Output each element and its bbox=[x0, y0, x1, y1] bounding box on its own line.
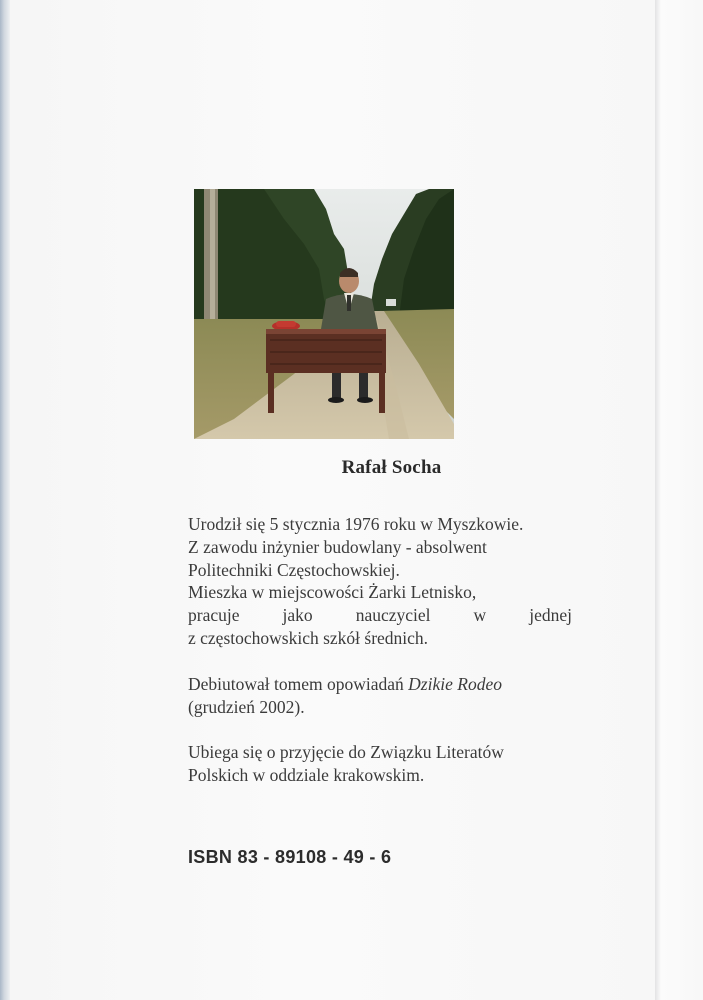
cover-left-edge bbox=[0, 0, 10, 1000]
cover-right-edge bbox=[655, 0, 703, 1000]
bio-line: Politechniki Częstochowskiej. bbox=[188, 559, 400, 580]
debut-book-title: Dzikie Rodeo bbox=[408, 673, 502, 694]
bio-line: Polskich w oddziale krakowskim. bbox=[188, 765, 425, 786]
debut-text: Debiutował tomem opowiadań bbox=[188, 673, 409, 694]
bio-line: Mieszka w miejscowości Żarki Letnisko, bbox=[188, 582, 477, 603]
bio-line: z częstochowskich szkół średnich. bbox=[188, 627, 429, 648]
bio-line bbox=[188, 673, 572, 696]
bio-line: Urodził się 5 stycznia 1976 roku w Myszkowie. bbox=[188, 514, 524, 534]
bio-word: nauczyciel bbox=[355, 605, 431, 626]
bio-word: w bbox=[473, 605, 487, 626]
bio-line-justified bbox=[188, 604, 572, 627]
bio-word: jednej bbox=[529, 605, 572, 626]
bio-word: pracuje bbox=[188, 605, 240, 626]
bio-line: Ubiega się o przyjęcie do Związku Literatów bbox=[188, 742, 504, 763]
author-photo bbox=[194, 189, 454, 439]
author-name: Rafał Socha bbox=[341, 457, 442, 478]
author-bio bbox=[188, 513, 572, 787]
bio-word: jako bbox=[282, 605, 313, 626]
bio-line: (grudzień 2002). bbox=[188, 696, 305, 717]
bio-line: Z zawodu inżynier budowlany - absolwent bbox=[188, 536, 487, 557]
isbn: ISBN 83 - 89108 - 49 - 6 bbox=[188, 847, 392, 867]
bio-paragraph-birth bbox=[188, 513, 572, 650]
bio-paragraph-debut bbox=[188, 673, 572, 719]
bio-paragraph-union bbox=[188, 741, 572, 787]
